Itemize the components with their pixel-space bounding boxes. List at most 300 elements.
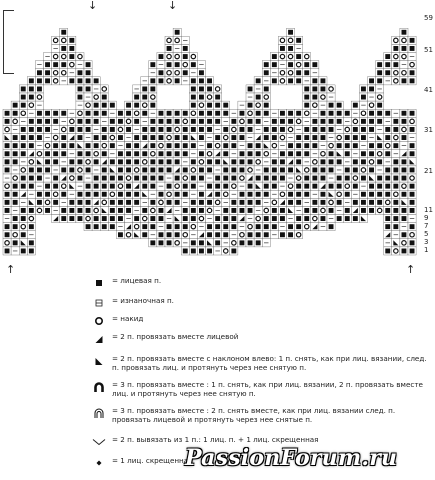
- chart-cell: [319, 158, 327, 166]
- chart-cell: [359, 125, 367, 133]
- chart-cell: [197, 85, 205, 93]
- chart-cell: [400, 69, 408, 77]
- chart-cell: [343, 150, 351, 158]
- chart-cell: [157, 174, 165, 182]
- chart-cell: [108, 223, 116, 231]
- chart-cell: [197, 239, 205, 247]
- chart-cell: [68, 190, 76, 198]
- chart-cell: [157, 198, 165, 206]
- chart-cell: [157, 166, 165, 174]
- chart-cell: [165, 69, 173, 77]
- chart-cell: [141, 101, 149, 109]
- chart-cell: [157, 142, 165, 150]
- chart-cell: [206, 150, 214, 158]
- chart-cell: [133, 125, 141, 133]
- chart-cell: [351, 166, 359, 174]
- chart-cell: [181, 223, 189, 231]
- chart-cell: [125, 142, 133, 150]
- chart-cell: [278, 125, 286, 133]
- chart-cell: [189, 182, 197, 190]
- chart-cell: [92, 206, 100, 214]
- chart-cell: [197, 158, 205, 166]
- chart-cell: [116, 206, 124, 214]
- chart-cell: [303, 166, 311, 174]
- chart-cell: [278, 231, 286, 239]
- chart-cell: [376, 93, 384, 101]
- chart-cell: [295, 77, 303, 85]
- chart-cell: [262, 174, 270, 182]
- chart-cell: [165, 206, 173, 214]
- chart-cell: [400, 215, 408, 223]
- chart-cell: [68, 198, 76, 206]
- chart-cell: [189, 150, 197, 158]
- chart-cell: [197, 247, 205, 255]
- chart-cell: [197, 109, 205, 117]
- chart-cell: [19, 166, 27, 174]
- chart-cell: [100, 190, 108, 198]
- chart-cell: [206, 239, 214, 247]
- chart-cell: [11, 109, 19, 117]
- chart-cell: [3, 109, 11, 117]
- chart-cell: [141, 206, 149, 214]
- chart-cell: [197, 134, 205, 142]
- chart-cell: [327, 158, 335, 166]
- chart-cell: [384, 125, 392, 133]
- chart-cell: [60, 166, 68, 174]
- chart-cell: [262, 223, 270, 231]
- chart-cell: [392, 239, 400, 247]
- chart-cell: [270, 215, 278, 223]
- chart-cell: [157, 109, 165, 117]
- chart-cell: [189, 69, 197, 77]
- chart-cell: [84, 101, 92, 109]
- chart-cell: [181, 61, 189, 69]
- chart-cell: [68, 142, 76, 150]
- chart-cell: [238, 158, 246, 166]
- circle-icon: [92, 314, 106, 328]
- chart-cell: [116, 166, 124, 174]
- chart-cell: [165, 150, 173, 158]
- chart-cell: [278, 198, 286, 206]
- chart-cell: [230, 109, 238, 117]
- chart-cell: [287, 69, 295, 77]
- chart-cell: [11, 101, 19, 109]
- chart-cell: [181, 215, 189, 223]
- chart-cell: [149, 142, 157, 150]
- chart-cell: [68, 53, 76, 61]
- chart-cell: [44, 69, 52, 77]
- chart-cell: [278, 223, 286, 231]
- chart-cell: [368, 158, 376, 166]
- chart-cell: [327, 150, 335, 158]
- chart-cell: [68, 36, 76, 44]
- chart-cell: [384, 166, 392, 174]
- chart-cell: [3, 215, 11, 223]
- chart-cell: [368, 93, 376, 101]
- chart-cell: [116, 215, 124, 223]
- chart-cell: [76, 109, 84, 117]
- chart-cell: [311, 93, 319, 101]
- chart-cell: [173, 198, 181, 206]
- chart-cell: [351, 158, 359, 166]
- chart-cell: [400, 158, 408, 166]
- chart-cell: [108, 158, 116, 166]
- chart-cell: [392, 247, 400, 255]
- chart-cell: [335, 101, 343, 109]
- chart-cell: [133, 190, 141, 198]
- chart-cell: [376, 198, 384, 206]
- chart-cell: [311, 101, 319, 109]
- chart-cell: [100, 85, 108, 93]
- chart-cell: [335, 117, 343, 125]
- chart-cell: [189, 117, 197, 125]
- chart-cell: [76, 190, 84, 198]
- chart-cell: [165, 166, 173, 174]
- chart-cell: [311, 77, 319, 85]
- chart-cell: [116, 158, 124, 166]
- chart-cell: [11, 174, 19, 182]
- chart-cell: [311, 134, 319, 142]
- chart-cell: [19, 101, 27, 109]
- chart-cell: [27, 215, 35, 223]
- chart-cell: [368, 134, 376, 142]
- chart-cell: [400, 77, 408, 85]
- chart-cell: [254, 239, 262, 247]
- chart-cell: [368, 174, 376, 182]
- chart-cell: [149, 61, 157, 69]
- chart-cell: [319, 223, 327, 231]
- chart-cell: [238, 239, 246, 247]
- chart-cell: [141, 174, 149, 182]
- chart-cell: [359, 109, 367, 117]
- chart-cell: [303, 61, 311, 69]
- chart-cell: [44, 53, 52, 61]
- row-number-59: 59: [424, 14, 433, 22]
- row-number-3: 3: [424, 238, 429, 246]
- chart-cell: [173, 190, 181, 198]
- chart-cell: [68, 158, 76, 166]
- chart-cell: [52, 206, 60, 214]
- chart-cell: [100, 101, 108, 109]
- chart-cell: [76, 215, 84, 223]
- chart-cell: [19, 109, 27, 117]
- chart-cell: [19, 158, 27, 166]
- chart-cell: [133, 231, 141, 239]
- chart-cell: [44, 206, 52, 214]
- chart-cell: [384, 215, 392, 223]
- chart-cell: [197, 125, 205, 133]
- chart-cell: [84, 109, 92, 117]
- row-number-11: 11: [424, 206, 433, 214]
- chart-cell: [278, 61, 286, 69]
- chart-cell: [230, 182, 238, 190]
- chart-cell: [206, 77, 214, 85]
- chart-cell: [238, 142, 246, 150]
- chart-cell: [133, 142, 141, 150]
- chart-cell: [157, 215, 165, 223]
- chart-cell: [222, 206, 230, 214]
- chart-cell: [92, 166, 100, 174]
- chart-cell: [295, 206, 303, 214]
- chart-cell: [108, 117, 116, 125]
- chart-cell: [343, 174, 351, 182]
- chart-cell: [19, 174, 27, 182]
- chart-cell: [222, 109, 230, 117]
- chart-cell: [133, 117, 141, 125]
- chart-cell: [351, 142, 359, 150]
- chart-cell: [303, 69, 311, 77]
- chart-cell: [125, 190, 133, 198]
- chart-cell: [157, 231, 165, 239]
- chart-cell: [35, 206, 43, 214]
- chart-cell: [359, 215, 367, 223]
- chart-cell: [35, 93, 43, 101]
- chart-cell: [287, 166, 295, 174]
- chart-cell: [35, 198, 43, 206]
- chart-cell: [254, 117, 262, 125]
- chart-cell: [19, 93, 27, 101]
- chart-cell: [165, 215, 173, 223]
- chart-cell: [181, 182, 189, 190]
- chart-cell: [19, 142, 27, 150]
- chart-cell: [343, 190, 351, 198]
- chart-cell: [214, 142, 222, 150]
- chart-cell: [52, 142, 60, 150]
- chart-cell: [27, 142, 35, 150]
- chart-cell: [189, 166, 197, 174]
- chart-cell: [60, 117, 68, 125]
- chart-cell: [189, 239, 197, 247]
- chart-cell: [287, 53, 295, 61]
- chart-cell: [408, 182, 416, 190]
- chart-cell: [214, 166, 222, 174]
- chart-cell: [68, 117, 76, 125]
- chart-cell: [116, 134, 124, 142]
- chart-cell: [287, 215, 295, 223]
- chart-cell: [392, 174, 400, 182]
- chart-cell: [11, 158, 19, 166]
- chart-cell: [214, 134, 222, 142]
- chart-cell: [76, 53, 84, 61]
- chart-cell: [133, 223, 141, 231]
- chart-cell: [408, 77, 416, 85]
- chart-cell: [206, 101, 214, 109]
- chart-cell: [27, 190, 35, 198]
- chart-cell: [60, 109, 68, 117]
- chart-cell: [149, 174, 157, 182]
- chart-cell: [165, 182, 173, 190]
- chart-cell: [408, 231, 416, 239]
- chart-cell: [116, 198, 124, 206]
- chart-cell: [27, 125, 35, 133]
- chart-cell: [222, 101, 230, 109]
- chart-cell: [351, 134, 359, 142]
- chart-cell: [270, 174, 278, 182]
- chart-cell: [157, 182, 165, 190]
- chart-cell: [189, 190, 197, 198]
- chart-cell: [181, 150, 189, 158]
- chart-cell: [222, 117, 230, 125]
- chart-cell: [327, 109, 335, 117]
- chart-cell: [141, 158, 149, 166]
- chart-cell: [84, 77, 92, 85]
- chart-cell: [52, 158, 60, 166]
- chart-cell: [60, 206, 68, 214]
- chart-cell: [157, 61, 165, 69]
- row-number-41: 41: [424, 86, 433, 94]
- chart-cell: [295, 134, 303, 142]
- chart-cell: [392, 77, 400, 85]
- chart-cell: [44, 150, 52, 158]
- chart-cell: [181, 53, 189, 61]
- chart-cell: [197, 198, 205, 206]
- chart-cell: [278, 69, 286, 77]
- chart-cell: [359, 142, 367, 150]
- chart-cell: [189, 61, 197, 69]
- chart-cell: [125, 166, 133, 174]
- chart-cell: [359, 134, 367, 142]
- chart-cell: [3, 239, 11, 247]
- chart-cell: [76, 198, 84, 206]
- chart-cell: [35, 166, 43, 174]
- chart-cell: [408, 239, 416, 247]
- chart-cell: [303, 85, 311, 93]
- chart-cell: [303, 182, 311, 190]
- chart-cell: [400, 125, 408, 133]
- chart-cell: [327, 223, 335, 231]
- repeat-bracket: [3, 10, 14, 74]
- chart-cell: [400, 231, 408, 239]
- chart-cell: [270, 158, 278, 166]
- chart-cell: [384, 69, 392, 77]
- chart-cell: [157, 190, 165, 198]
- chart-cell: [35, 182, 43, 190]
- chart-cell: [19, 182, 27, 190]
- chart-cell: [11, 150, 19, 158]
- chart-cell: [214, 150, 222, 158]
- chart-cell: [384, 150, 392, 158]
- chart-cell: [262, 215, 270, 223]
- chart-cell: [254, 85, 262, 93]
- chart-cell: [376, 109, 384, 117]
- chart-cell: [319, 125, 327, 133]
- chart-cell: [52, 150, 60, 158]
- chart-cell: [133, 166, 141, 174]
- chart-cell: [376, 190, 384, 198]
- chart-cell: [230, 134, 238, 142]
- chart-cell: [125, 215, 133, 223]
- chart-cell: [400, 223, 408, 231]
- chart-cell: [133, 198, 141, 206]
- chart-cell: [197, 190, 205, 198]
- chart-cell: [60, 174, 68, 182]
- chart-cell: [27, 223, 35, 231]
- chart-cell: [68, 109, 76, 117]
- chart-cell: [254, 182, 262, 190]
- chart-cell: [287, 77, 295, 85]
- chart-cell: [262, 158, 270, 166]
- chart-cell: [206, 198, 214, 206]
- chart-cell: [238, 125, 246, 133]
- chart-cell: [287, 190, 295, 198]
- chart-cell: [384, 174, 392, 182]
- chart-cell: [11, 239, 19, 247]
- chart-cell: [173, 239, 181, 247]
- chart-cell: [60, 28, 68, 36]
- chart-cell: [295, 231, 303, 239]
- chart-cell: [189, 223, 197, 231]
- chart-cell: [295, 44, 303, 52]
- chart-cell: [60, 142, 68, 150]
- chart-cell: [149, 239, 157, 247]
- chart-cell: [368, 142, 376, 150]
- chart-cell: [181, 198, 189, 206]
- chart-cell: [319, 117, 327, 125]
- chart-cell: [359, 190, 367, 198]
- chart-cell: [92, 174, 100, 182]
- chart-cell: [60, 36, 68, 44]
- chart-cell: [230, 247, 238, 255]
- chart-cell: [230, 150, 238, 158]
- chart-cell: [3, 198, 11, 206]
- chart-cell: [408, 247, 416, 255]
- chart-cell: [278, 206, 286, 214]
- chart-cell: [19, 206, 27, 214]
- chart-cell: [384, 182, 392, 190]
- chart-cell: [287, 61, 295, 69]
- chart-cell: [246, 198, 254, 206]
- chart-cell: [400, 247, 408, 255]
- chart-cell: [76, 85, 84, 93]
- chart-cell: [84, 190, 92, 198]
- chart-cell: [278, 174, 286, 182]
- chart-cell: [246, 93, 254, 101]
- chart-cell: [141, 93, 149, 101]
- chart-cell: [262, 125, 270, 133]
- chart-cell: [303, 215, 311, 223]
- chart-cell: [52, 69, 60, 77]
- chart-cell: [368, 182, 376, 190]
- chart-cell: [35, 134, 43, 142]
- chart-cell: [173, 28, 181, 36]
- chart-cell: [108, 206, 116, 214]
- chart-cell: [27, 198, 35, 206]
- chart-cell: [278, 142, 286, 150]
- chart-cell: [165, 117, 173, 125]
- chart-cell: [76, 93, 84, 101]
- chart-cell: [11, 117, 19, 125]
- chart-cell: [84, 206, 92, 214]
- chart-cell: [368, 77, 376, 85]
- chart-cell: [270, 166, 278, 174]
- chart-cell: [108, 142, 116, 150]
- chart-cell: [262, 93, 270, 101]
- chart-cell: [376, 150, 384, 158]
- chart-cell: [157, 206, 165, 214]
- chart-cell: [68, 166, 76, 174]
- chart-cell: [319, 198, 327, 206]
- chart-cell: [92, 125, 100, 133]
- chart-cell: [262, 190, 270, 198]
- chart-cell: [206, 134, 214, 142]
- chart-cell: [19, 125, 27, 133]
- chart-cell: [278, 150, 286, 158]
- chart-cell: [52, 198, 60, 206]
- chart-cell: [52, 174, 60, 182]
- chart-cell: [335, 134, 343, 142]
- chart-cell: [287, 198, 295, 206]
- chart-cell: [238, 134, 246, 142]
